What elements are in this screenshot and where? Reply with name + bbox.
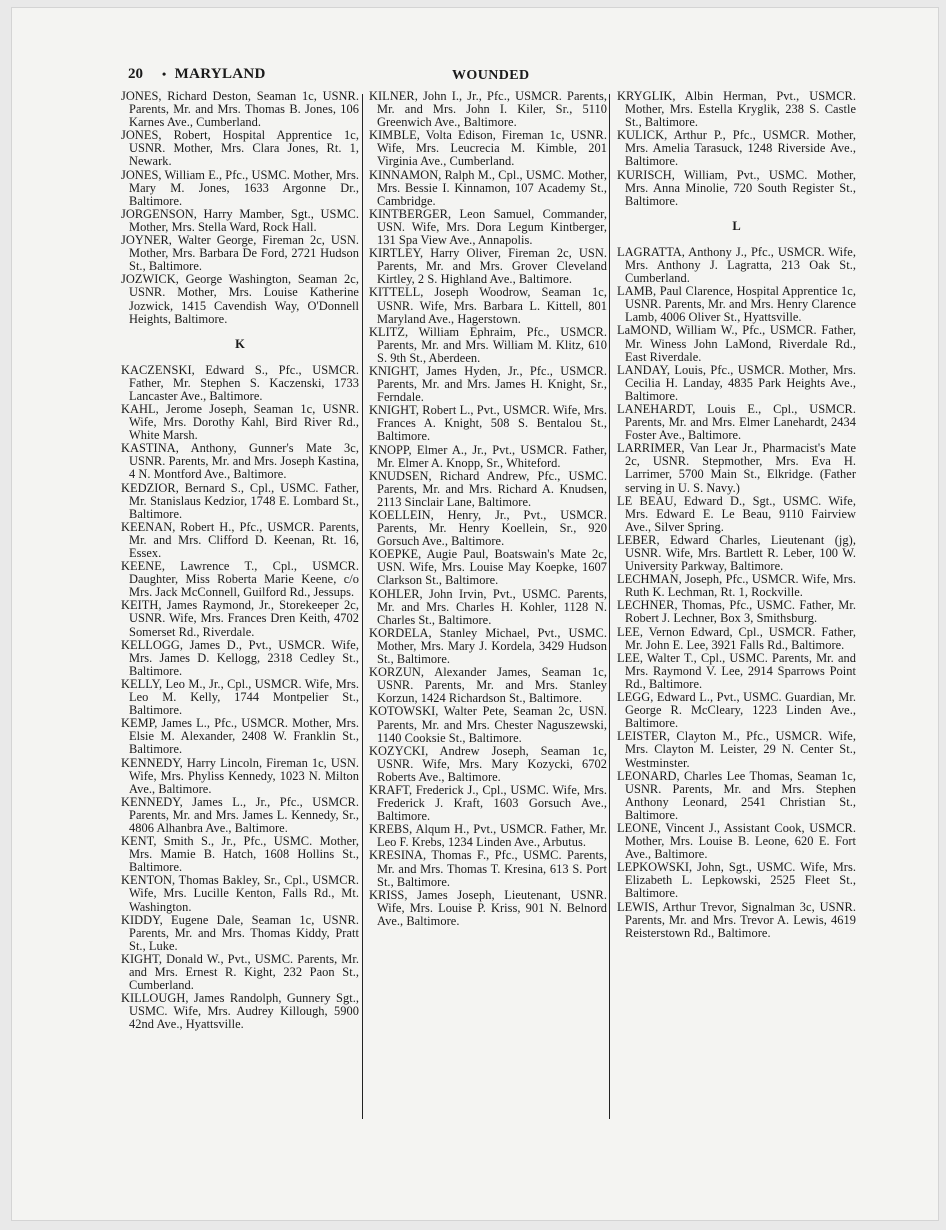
casualty-entry: KIRTLEY, Harry Oliver, Fireman 2c, USN. Parents, Mr. and Mrs. Grover Cleveland Kirtley, 2 S. Highland Ave., Baltimore.	[369, 246, 607, 287]
section-title: WOUNDED	[452, 68, 530, 83]
column-divider-1	[362, 94, 363, 1119]
casualty-entry: KACZENSKI, Edward S., Pfc., USMCR. Father, Mr. Stephen S. Kaczenski, 1733 Lancaster Ave., Baltimore.	[121, 362, 359, 403]
casualty-entry: JOZWICK, George Washington, Seaman 2c, USNR. Mother, Mrs. Louise Katherine Jozwick, 1415 Cavendish Way, O'Donnell Heights, Baltimore.	[121, 272, 359, 326]
casualty-entry: KENT, Smith S., Jr., Pfc., USMC. Mother, Mrs. Mamie B. Hatch, 1608 Hollins St., Baltimore.	[121, 834, 359, 875]
casualty-entry: LAGRATTA, Anthony J., Pfc., USMCR. Wife, Mrs. Anthony J. Lagratta, 213 Oak St., Cumberland.	[617, 244, 856, 286]
casualty-entry: KELLY, Leo M., Jr., Cpl., USMCR. Wife, Mrs. Leo M. Kelly, 1744 Montpelier St., Baltimore.	[121, 676, 359, 718]
casualty-entry: LE BEAU, Edward D., Sgt., USMC. Wife, Mrs. Edward E. Le Beau, 9110 Fairview Ave., Silver Spring.	[617, 493, 856, 534]
casualty-entry: LEONARD, Charles Lee Thomas, Seaman 1c, USNR. Parents, Mr. and Mrs. Stephen Anthony Leonard, 2541 Christian St., Baltimore.	[617, 768, 856, 822]
casualty-entry: KINTBERGER, Leon Samuel, Commander, USN. Wife, Mrs. Dora Legum Kintberger, 131 Spa View Ave., Annapolis.	[369, 206, 607, 248]
casualty-entry: KAHL, Jerome Joseph, Seaman 1c, USNR. Wife, Mrs. Dorothy Kahl, Bird River Rd., White Marsh.	[121, 401, 359, 443]
casualty-entry: KEENAN, Robert H., Pfc., USMCR. Parents, Mr. and Mrs. Clifford D. Keenan, Rt. 16, Essex.	[121, 519, 359, 560]
casualty-entry: KIGHT, Donald W., Pvt., USMC. Parents, Mr. and Mrs. Ernest R. Kight, 232 Paon St., Cumberland.	[121, 951, 359, 993]
casualty-entry: LEBER, Edward Charles, Lieutenant (jg), USNR. Wife, Mrs. Bartlett R. Leber, 100 W. University Parkway, Baltimore.	[617, 532, 856, 574]
casualty-entry: KILLOUGH, James Randolph, Gunnery Sgt., USMC. Wife, Mrs. Audrey Killough, 5900 42nd Ave., Hyattsville.	[121, 991, 359, 1032]
casualty-entry: LARRIMER, Van Lear Jr., Pharmacist's Mate 2c, USNR. Stepmother, Mrs. Eva H. Larrimer, 5700 Main St., Elkridge. (Father serving in U. S. Navy.)	[617, 441, 856, 495]
casualty-entry: KORDELA, Stanley Michael, Pvt., USMC. Mother, Mrs. Mary J. Kordela, 3429 Hudson St., Baltimore.	[369, 625, 607, 667]
casualty-entry: KENNEDY, Harry Lincoln, Fireman 1c, USN. Wife, Mrs. Phyliss Kennedy, 1023 N. Milton Ave., Baltimore.	[121, 755, 359, 796]
casualty-entry: LEWIS, Arthur Trevor, Signalman 3c, USNR. Parents, Mr. and Mrs. Trevor A. Lewis, 4619 Reisterstown Rd., Baltimore.	[617, 899, 856, 940]
state-heading	[162, 66, 266, 83]
casualty-entry: LaMOND, William W., Pfc., USMCR. Father, Mr. Winess John LaMond, Riverdale Rd., East Riverdale.	[617, 323, 856, 364]
casualty-entry: KULICK, Arthur P., Pfc., USMCR. Mother, Mrs. Amelia Tarasuck, 1248 Riverside Ave., Baltimore.	[617, 128, 856, 169]
casualty-entry: LEGG, Edward L., Pvt., USMC. Guardian, Mr. George R. McCleary, 1223 Linden Ave., Baltimore.	[617, 690, 856, 731]
casualty-entry: KITTELL, Joseph Woodrow, Seaman 1c, USNR. Wife, Mrs. Barbara L. Kittell, 801 Maryland Ave., Hagerstown.	[369, 285, 607, 326]
column-3	[617, 90, 856, 940]
column-1	[121, 90, 359, 1031]
state-name: MARYLAND	[174, 66, 266, 82]
casualty-entry: KILNER, John I., Jr., Pfc., USMCR. Parents, Mr. and Mrs. John I. Kiler, Sr., 5110 Greenwich Ave., Baltimore.	[369, 89, 607, 130]
casualty-entry: KOZYCKI, Andrew Joseph, Seaman 1c, USNR. Wife, Mrs. Mary Kozycki, 6702 Roberts Ave., Baltimore.	[369, 743, 607, 784]
casualty-entry: KNIGHT, Robert L., Pvt., USMCR. Wife, Mrs. Frances A. Knight, 508 S. Bentalou St., Baltimore.	[369, 403, 607, 444]
section-letter: L	[732, 218, 741, 233]
casualty-entry: KOTOWSKI, Walter Pete, Seaman 2c, USN. Parents, Mr. and Mrs. Chester Naguszewski, 1140 Cooksie St., Baltimore.	[369, 704, 607, 745]
casualty-entry: KOELLEIN, Henry, Jr., Pvt., USMCR. Parents, Mr. Henry Koellein, Sr., 920 Gorsuch Ave., Baltimore.	[369, 508, 607, 549]
casualty-entry: LECHNER, Thomas, Pfc., USMC. Father, Mr. Robert J. Lechner, Box 3, Smithsburg.	[617, 598, 856, 626]
page-number: 20	[128, 66, 143, 82]
page-header	[128, 66, 854, 86]
casualty-entry: JONES, Richard Deston, Seaman 1c, USNR. Parents, Mr. and Mrs. Thomas B. Jones, 106 Karnes Ave., Cumberland.	[121, 89, 359, 130]
column-divider-2	[609, 94, 610, 1119]
casualty-entry: KREBS, Alqum H., Pvt., USMCR. Father, Mr. Leo F. Krebs, 1234 Linden Ave., Arbutus.	[369, 822, 607, 850]
casualty-entry: KOHLER, John Irvin, Pvt., USMC. Parents, Mr. and Mrs. Charles H. Kohler, 1128 N. Charles St., Baltimore.	[369, 586, 607, 627]
casualty-entry: KLITZ, William Ephraim, Pfc., USMCR. Parents, Mr. and Mrs. William M. Klitz, 610 S. 9th St., Aberdeen.	[369, 324, 607, 365]
casualty-entry: KRESINA, Thomas F., Pfc., USMC. Parents, Mr. and Mrs. Thomas T. Kresina, 613 S. Port St., Baltimore.	[369, 848, 607, 889]
casualty-entry: KNUDSEN, Richard Andrew, Pfc., USMC. Parents, Mr. and Mrs. Richard A. Knudsen, 2113 Sinclair Lane, Baltimore.	[369, 468, 607, 509]
casualty-entry: KOEPKE, Augie Paul, Boatswain's Mate 2c, USN. Wife, Mrs. Louise May Koepke, 1607 Clarkson St., Baltimore.	[369, 547, 607, 588]
casualty-entry: LEISTER, Clayton M., Pfc., USMCR. Wife, Mrs. Clayton M. Leister, 29 N. Center St., Westminster.	[617, 729, 856, 770]
casualty-entry: KRYGLIK, Albin Herman, Pvt., USMCR. Mother, Mrs. Estella Kryglik, 238 S. Castle St., Baltimore.	[617, 89, 856, 130]
casualty-entry: LEPKOWSKI, John, Sgt., USMC. Wife, Mrs. Elizabeth L. Lepkowski, 2525 Fleet St., Baltimore.	[617, 860, 856, 901]
casualty-entry: KIMBLE, Volta Edison, Fireman 1c, USNR. Wife, Mrs. Leucrecia M. Kimble, 201 Virginia Ave., Cumberland.	[369, 128, 607, 169]
casualty-entry: KENTON, Thomas Bakley, Sr., Cpl., USMCR. Wife, Mrs. Lucille Kenton, Falls Rd., Mt. Washington.	[121, 873, 359, 914]
casualty-entry: LANEHARDT, Louis E., Cpl., USMCR. Parents, Mr. and Mrs. Elmer Lanehardt, 2434 Foster Ave., Baltimore.	[617, 401, 856, 443]
casualty-entry: KURISCH, William, Pvt., USMC. Mother, Mrs. Anna Minolie, 720 South Register St., Baltimore.	[617, 167, 856, 208]
casualty-entry: JONES, William E., Pfc., USMC. Mother, Mrs. Mary M. Jones, 1633 Argonne Dr., Baltimore.	[121, 167, 359, 208]
casualty-entry: JOYNER, Walter George, Fireman 2c, USN. Mother, Mrs. Barbara De Ford, 2721 Hudson St., Baltimore.	[121, 233, 359, 274]
casualty-entry: KEENE, Lawrence T., Cpl., USMCR. Daughter, Miss Roberta Marie Keene, c/o Mrs. Jack McConnell, Guilford Rd., Jessups.	[121, 559, 359, 600]
casualty-entry: KORZUN, Alexander James, Seaman 1c, USNR. Parents, Mr. and Mrs. Stanley Korzun, 1424 Richardson St., Baltimore.	[369, 665, 607, 706]
casualty-entry: KELLOGG, James D., Pvt., USMCR. Wife, Mrs. James D. Kellogg, 2318 Cedley St., Baltimore.	[121, 637, 359, 678]
casualty-entry: LEONE, Vincent J., Assistant Cook, USMCR. Mother, Mrs. Louise B. Leone, 620 E. Fort Ave., Baltimore.	[617, 820, 856, 862]
casualty-entry: LANDAY, Louis, Pfc., USMCR. Mother, Mrs. Cecilia H. Landay, 4835 Park Heights Ave., Baltimore.	[617, 362, 856, 403]
casualty-entry: KRISS, James Joseph, Lieutenant, USNR. Wife, Mrs. Louise P. Kriss, 901 N. Belnord Ave., Baltimore.	[369, 887, 607, 928]
casualty-entry: LECHMAN, Joseph, Pfc., USMCR. Wife, Mrs. Ruth K. Lechman, Rt. 1, Rockville.	[617, 572, 856, 600]
column-2	[369, 90, 607, 928]
bullet-separator: •	[162, 67, 167, 81]
casualty-entry: LEE, Walter T., Cpl., USMC. Parents, Mr. and Mrs. Raymond V. Lee, 2914 Sparrows Point Rd., Baltimore.	[617, 650, 856, 691]
casualty-entry: KNIGHT, James Hyden, Jr., Pfc., USMCR. Parents, Mr. and Mrs. James H. Knight, Sr., Ferndale.	[369, 363, 607, 405]
casualty-entry: KASTINA, Anthony, Gunner's Mate 3c, USNR. Parents, Mr. and Mrs. Joseph Kastina, 4 N. Montford Ave., Baltimore.	[121, 441, 359, 482]
casualty-entry: LEE, Vernon Edward, Cpl., USMCR. Father, Mr. John E. Lee, 3921 Falls Rd., Baltimore.	[617, 624, 856, 652]
casualty-entry: KENNEDY, James L., Jr., Pfc., USMCR. Parents, Mr. and Mrs. James L. Kennedy, Sr., 4806 Alhanbra Ave., Baltimore.	[121, 794, 359, 835]
casualty-entry: JORGENSON, Harry Mamber, Sgt., USMC. Mother, Mrs. Stella Ward, Rock Hall.	[121, 206, 359, 234]
casualty-entry: KNOPP, Elmer A., Jr., Pvt., USMCR. Father, Mr. Elmer A. Knopp, Sr., Whiteford.	[369, 442, 607, 470]
section-letter: K	[235, 336, 245, 351]
casualty-entry: KIDDY, Eugene Dale, Seaman 1c, USNR. Parents, Mr. and Mrs. Thomas Kiddy, Pratt St., Luke.	[121, 912, 359, 953]
casualty-entry: KEITH, James Raymond, Jr., Storekeeper 2c, USNR. Wife, Mrs. Frances Dren Keith, 4702 Somerset Rd., Riverdale.	[121, 598, 359, 639]
casualty-entry: KINNAMON, Ralph M., Cpl., USMC. Mother, Mrs. Bessie I. Kinnamon, 107 Academy St., Cambridge.	[369, 167, 607, 208]
casualty-entry: LAMB, Paul Clarence, Hospital Apprentice 1c, USNR. Parents, Mr. and Mrs. Henry Clarence Lamb, 4006 Oliver St., Hyattsville.	[617, 284, 856, 325]
casualty-entry: JONES, Robert, Hospital Apprentice 1c, USNR. Mother, Mrs. Clara Jones, Rt. 1, Newark.	[121, 128, 359, 169]
casualty-entry: KEDZIOR, Bernard S., Cpl., USMC. Father, Mr. Stanislaus Kedzior, 1748 E. Lombard St., Baltimore.	[121, 480, 359, 521]
casualty-entry: KEMP, James L., Pfc., USMCR. Mother, Mrs. Elsie M. Alexander, 2408 W. Franklin St., Baltimore.	[121, 716, 359, 757]
casualty-entry: KRAFT, Frederick J., Cpl., USMC. Wife, Mrs. Frederick J. Kraft, 1603 Gorsuch Ave., Baltimore.	[369, 782, 607, 824]
